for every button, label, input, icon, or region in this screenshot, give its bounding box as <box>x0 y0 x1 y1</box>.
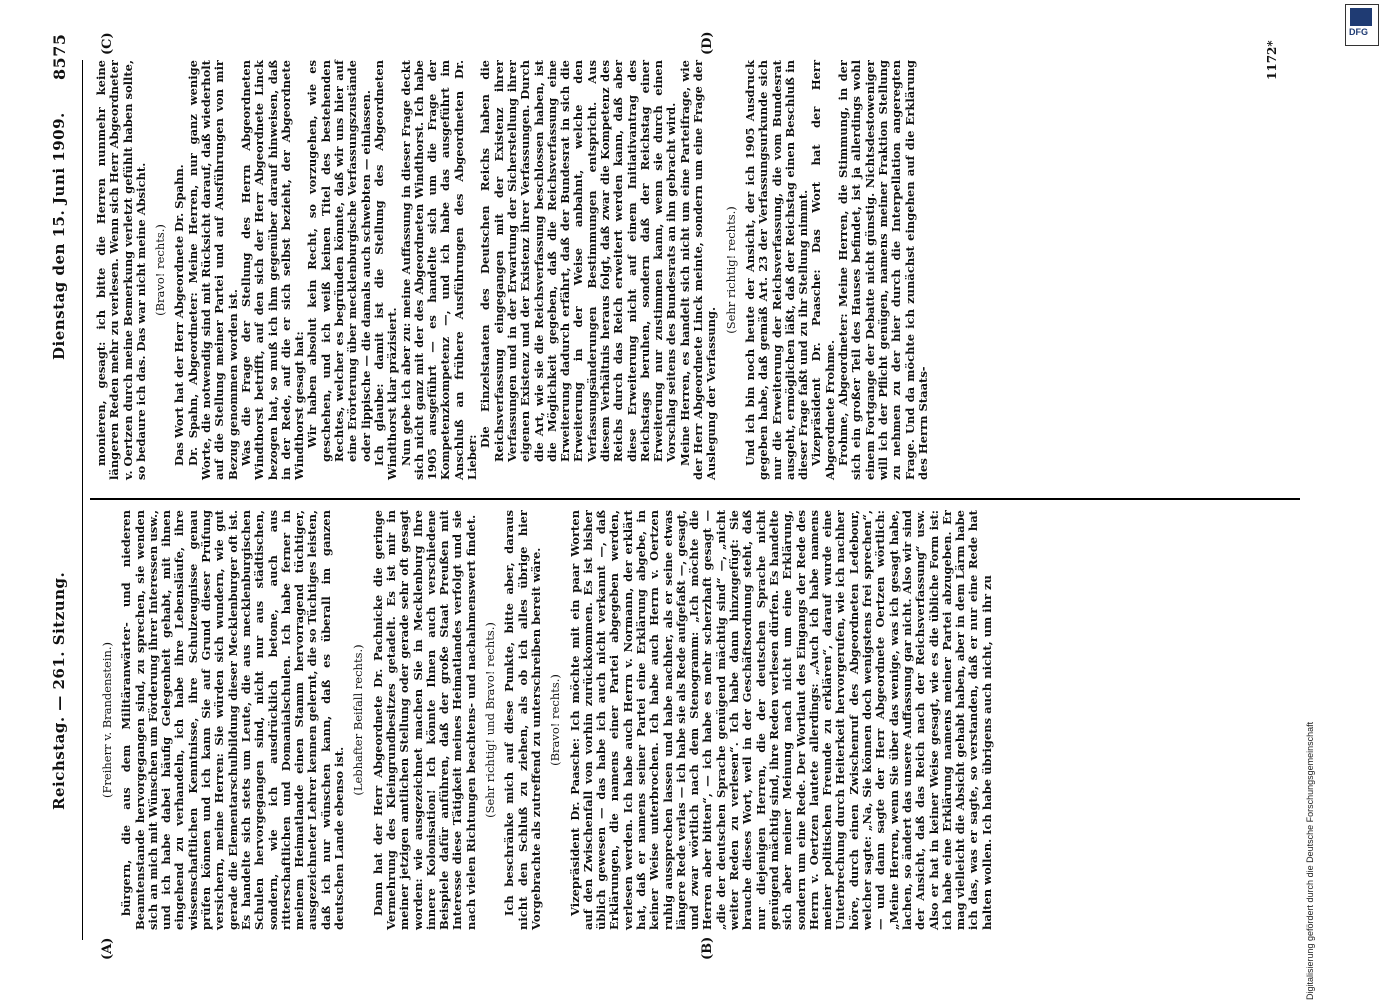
margin-marker-b: (B) <box>700 936 715 960</box>
interjection: (Bravo! rechts.) <box>548 674 563 766</box>
paragraph: Dr. Spahn, Abgeordneter: Meine Herren, nur ganz wenige Worte, die notwendig sind mit Rücksicht darauf, daß wiederholt auf die Stellung meiner Partei und auf Ausführungen von mir Bezug genommen worden ist. <box>185 60 240 480</box>
quotation: Die Einzelstaaten des Deutschen Reichs haben die Reichsverfassung eingegangen mit der Existenz ihrer Verfassungen und in der Erwartung der Sicherstellung ihrer eigenen Existenz und der Existenz ihrer Verfassungen. Durch die Art, wie sie die Reichsverfassung beschlossen haben, ist die Möglichkeit gegeben, daß die Reichsverfassung eine Erweiterung dadurch erfährt, daß der Bundesrat in sich die Erweiterung in der Weise anbahnt, welche den Verfassungsänderungen Bestimmungen entspricht. Aus diesem Verhältnis heraus folgt, daß zwar die Kompetenz des Reichs durch das Reich erweitert werden kann, daß aber diese Erweiterung nicht auf einem Initiativantrag des Reichstags beruhen, sondern daß der Reichstag einer Erweiterung nur zustimmen kann, wenn sie durch einen Vorschlag seitens des Bundesrats an ihn gebracht wird. <box>478 60 679 462</box>
column-divider <box>90 498 1300 500</box>
paragraph: Vizepräsident Dr. Paasche: Ich möchte mit ein paar Worten auf den Zwischenfall von vorhin zurückkommen. Es ist bisher üblich gewesen — das habe ich auch nicht verkannt —, daß Erklärungen, die namens einer Partei abgegeben werden, verlesen werden. Ich habe auch Herrn v. Normann, der erklärt hat, daß er namens seiner Partei eine Erklärung abgebe, in keiner Weise unterbrochen. Ich habe auch Herrn v. Oertzen ruhig aussprechen lassen und habe nachher, als er seine etwas längere Rede verlas — ich habe sie als Rede aufgefaßt —, gesagt, und zwar wörtlich nach dem Stenogramm: „Ich möchte die Herren aber bitten“, — ich habe es mehr scherzhaft gesagt — „die der deutschen Sprache genügend mächtig sind“ —, „nicht weiter Reden zu verlesen“. Ich habe dann hinzugefügt: Sie brauche dieses Wort, weil in der Geschäftsordnung steht, daß nur diejenigen Herren, die der deutschen Sprache nicht genügend mächtig sind, ihre Reden verlesen dürfen. Es handelte sich aber meiner Meinung nach nicht um eine Erklärung, sondern um eine Rede. Der Wortlaut des Eingangs der Rede des Herrn v. Oertzen lautete allerdings: „Auch ich habe namens meiner politischen Freunde zu erklären“, darauf wurde eine Unterbrechung durch Heiterkeit hervorgerufen, wie ich nachher höre, durch einen Zwischenruf des Abgeordneten Ledebour, welcher sagte: „Na, Sie können doch wenigstens frei sprechen“, — und dann sagte der Herr Abgeordnete Oertzen wörtlich: „Meine Herren, wenn Sie über das wenige, was ich gesagt habe, lachen, so ändert das unsere Auffassung gar nicht. Also wir sind der Ansicht, daß das Reich nach der Reichsverfassung“ usw. Also er hat in keiner Weise gesagt, wie es die übliche Form ist: ich habe eine Erklärung namens meiner Partei abzugeben. Er mag vielleicht die Absicht gehabt haben, aber in dem Lärm habe ich das, was er sagte, so verstanden, daß er nur eine Rede hat halten wollen. Ich habe übrigens auch nicht, um ihr zu <box>567 510 994 930</box>
funding-notice-text: Digitalisierung gefördert durch die Deutsche Forschungsgemeinschaft <box>1305 721 1315 1000</box>
paragraph: Dann hat der Herr Abgeordnete Dr. Pachnicke die geringe Vermehrung des Kleingrundbesitzes getadelt. Es ist mir in meiner jetzigen amtlichen Stellung oder gerade sehr oft gesagt worden: wie ausgezeichnet machen Sie in Mecklenburg Ihre innere Kolonisation! Ich könnte Ihnen auch verschiedene Beispiele dafür anführen, daß der große Staat Preußen mit Interesse diese Tätigkeit meines Heimatlandes verfolgt und sie nach vielen Richtungen beachtens- und nachahmenswert findet. <box>370 510 478 930</box>
dfg-logo-square <box>1350 8 1372 26</box>
paragraph: Nun gebe ich aber zu: meine Auffassung in dieser Frage deckt sich nicht ganz mit der des Abgeordneten Windthorst. Ich habe 1905 ausgeführt — es handelte sich um die Frage der Kompetenzkompetenz —, und ich habe das ausgeführt im Anschluß an frühere Ausführungen des Abgeordneten Dr. Lieber: <box>398 60 480 480</box>
margin-marker-c: (C) <box>100 32 115 55</box>
paragraph: Meine Herren, es handelt sich nicht um eine Parteifrage, wie der Herr Abgeordnete Linck meinte, sondern um eine Frage der Auslegung der Verfassung. <box>677 60 719 480</box>
dfg-logo-label: DFG <box>1349 27 1368 37</box>
interjection: (Sehr richtig! und Bravo! rechts.) <box>483 622 498 818</box>
dfg-logo-icon <box>1345 4 1379 46</box>
interjection: (Lebhafter Beifall rechts.) <box>351 644 366 796</box>
interjection: (Bravo! rechts.) <box>153 224 168 316</box>
paragraph: Ich glaube: damit ist die Stellung des Abgeordneten Windthorst klar präzisiert. <box>371 60 400 480</box>
paragraph: Und ich bin noch heute der Ansicht, der ich 1905 Ausdruck gegeben habe, daß gemäß Art. 23 der Verfassungsurkunde sich nur die Erweiterung der Reichsverfassung, die vom Bundesrat ausgeht, ermöglichen läßt, daß der Reichstag einen Beschluß in dieser Frage faßt und zu ihr Stellung nimmt. <box>742 60 811 480</box>
sheet-signature: 1172* <box>1265 40 1279 80</box>
right-column <box>95 60 930 480</box>
page-number: 8575 <box>50 33 69 80</box>
paragraph: Ich beschränke mich auf diese Punkte, bitte aber, daraus nicht den Schluß zu ziehen, als ob ich alles übrige hier Vorgebrachte als zutreffend zu unterschreiben bereit wäre. <box>502 510 543 930</box>
page-header-right-title: Dienstag den 15. Juni 1909. <box>50 112 68 360</box>
margin-marker-a: (A) <box>100 937 115 960</box>
paragraph: monieren, gesagt: ich bitte die Herren nunmehr keine längeren Reden mehr zu verlesen. Wenn sich Herr Abgeordneter v. Oertzen durch meine Bemerkung verletzt gefühlt haben sollte, so bedaure ich das. Das war nicht meine Absicht. <box>94 60 148 480</box>
paragraph: Vizepräsident Dr. Paasche: Das Wort hat der Herr Abgeordnete Frohme. <box>809 60 837 480</box>
margin-marker-d: (D) <box>700 31 715 55</box>
paragraph: Das Wort hat der Herr Abgeordnete Dr. Spahn. <box>172 164 187 466</box>
paragraph: bürgern, die aus dem Militäranwärter- und niederen Beamtenstande hervorgegangen sind, zu sprechen, sie wenden sich an mich mit Wünschen um Förderung ihrer Interessen usw., und ich habe dabei häufig Gelegenheit gehabt, mit ihnen eingehend zu verhandeln, ich habe ihre Lebensläufe, ihre wissenschaftlichen Kenntnisse, ihre Schulzeugnisse genau prüfen können und ich kann Sie auf Grund dieser Prüfung versichern, meine Herren: Sie würden sich wundern, wie gut gerade die Elementarschulbildung dieser Mecklenburger oft ist. Es handelte sich stets um Leute, die aus mecklenburgischen Schulen hervorgegangen sind, nicht nur aus städtischen, sondern, wie ich ausdrücklich betone, auch aus ritterschaftlichen und Domanialschulen. Ich habe ferner in meinem Heimatlande einen Stamm hervorragend tüchtiger, ausgezeichneter Lehrer kennen gelernt, die so Tüchtiges leisten, daß ich nur wünschen kann, daß es überall im ganzen deutschen Lande ebenso ist. <box>119 510 347 930</box>
header-rule <box>82 60 83 940</box>
left-column <box>95 510 994 930</box>
page-header-left-title: Reichstag. — 261. Sitzung. <box>50 571 68 810</box>
speaker-tag: (Freiherr v. Brandenstein.) <box>100 641 114 799</box>
paragraph: Frohme, Abgeordneter: Meine Herren, die Stimmung, in der sich ein großer Teil des Hauses befindet, ist ja allerdings wohl einem Fortgange der Debatte nicht günstig. Nichtsdestoweniger will ich der Pflicht genügen, namens meiner Fraktion Stellung zu nehmen zu der hier durch die Interpellation angeregten Frage. Und da möchte ich zunächst eingehen auf die Erklärung des Herrn Staats- <box>836 60 930 480</box>
funding-notice <box>1305 0 1315 1000</box>
quotation: Wir haben absolut kein Recht, so vorzugehen, wie es geschehen, und ich weiß keinen Titel des bestehenden Rechtes, welcher es begründen könnte, daß wir uns hier auf eine Erörterung über mecklenburgische Verfassungszustände oder lippische — die damals auch schwebten — einlassen. <box>305 60 373 462</box>
interjection: (Sehr richtig! rechts.) <box>723 206 738 334</box>
paragraph: Was die Frage der Stellung des Herrn Abgeordneten Windthorst betrifft, auf den sich der Herr Abgeordnete Linck bezogen hat, so muß ich ihm gegenüber darauf hinweisen, daß in der Rede, auf die er sich selbst bezieht, der Abgeordnete Windthorst gesagt hat: <box>238 60 307 480</box>
